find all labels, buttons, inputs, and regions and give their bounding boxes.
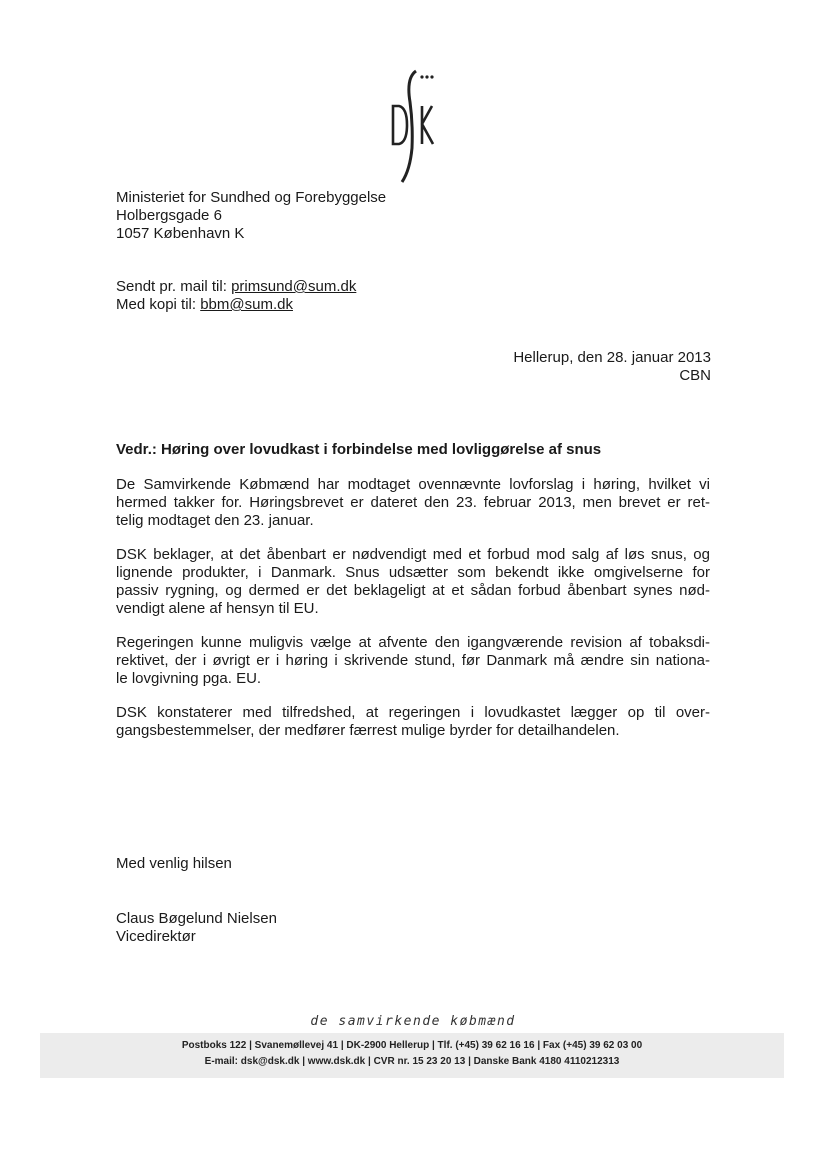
cc-email-link[interactable]: bbm@sum.dk: [200, 296, 293, 313]
footer-line: Postboks 122 | Svanemøllevej 41 | DK-2900 Hellerup | Tlf. (+45) 39 62 16 16 | Fax (+45) 39 62 03 00: [181, 1040, 643, 1051]
body-line: telig modtaget den 23. januar.: [116, 512, 314, 529]
recipient-line: Ministeriet for Sundhed og Forebyggelse: [116, 189, 387, 206]
footer-brand: de samvirkende købmænd: [310, 1014, 516, 1029]
body-line: le lovgivning pga. EU.: [116, 670, 262, 687]
body-line: passiv rygning, og dermed er det beklageligt at et sådan forbud åbenbart synes nød-: [116, 582, 710, 599]
sent-to-label: Sendt pr. mail til:: [116, 278, 232, 295]
signer-name: Claus Bøgelund Nielsen: [116, 910, 277, 927]
closing-greeting: Med venlig hilsen: [116, 855, 232, 872]
signature-block: [116, 910, 277, 946]
recipient-address: [116, 189, 386, 243]
paragraph: [116, 546, 710, 618]
sent-to-email-link[interactable]: primsund@sum.dk: [231, 278, 357, 295]
body-line: DSK konstaterer med tilfredshed, at regeringen i lovudkastet lægger op til over-: [116, 704, 710, 721]
body-line: hermed takker for. Høringsbrevet er dateret den 23. februar 2013, men brevet er ret-: [116, 494, 710, 511]
cc-label: Med kopi til:: [116, 296, 201, 313]
body-line: vendigt alene af hensyn til EU.: [116, 600, 319, 617]
body-line: lignende produkter, i Danmark. Snus udsætter som bekendt ikke omgivelserne for: [116, 564, 710, 581]
paragraph: [116, 634, 710, 688]
date-block: [513, 349, 711, 385]
letter-body: [116, 476, 710, 756]
recipient-line: 1057 København K: [116, 225, 245, 242]
mail-info: [116, 278, 356, 314]
dsk-logo-icon: [384, 66, 444, 184]
recipient-line: Holbergsgade 6: [116, 207, 222, 224]
subject-line: Vedr.: Høring over lovudkast i forbindelse med lovliggørelse af snus: [116, 441, 602, 458]
footer-line: E-mail: dsk@dsk.dk | www.dsk.dk | CVR nr. 15 23 20 13 | Danske Bank 4180 4110212313: [204, 1056, 620, 1067]
cc-line: [116, 296, 356, 314]
footer-contact: [40, 1033, 784, 1078]
body-line: Regeringen kunne muligvis vælge at afvente den igangværende revision af tobaksdi-: [116, 634, 710, 651]
body-line: rektivet, der i øvrigt er i høring i skrivende stund, før Danmark må ændre sin nationa-: [116, 652, 710, 669]
date-line: Hellerup, den 28. januar 2013: [513, 349, 711, 366]
paragraph: [116, 476, 710, 530]
body-line: DSK beklager, at det åbenbart er nødvendigt med et forbud mod salg af løs snus, og: [116, 546, 710, 563]
body-line: De Samvirkende Købmænd har modtaget ovennævnte lovforslag i høring, hvilket vi: [116, 476, 710, 493]
body-line: gangsbestemmelser, der medfører færrest mulige byrder for detailhandelen.: [116, 722, 620, 739]
paragraph: [116, 704, 710, 740]
signer-title: Vicedirektør: [116, 928, 196, 945]
initials: CBN: [679, 367, 711, 384]
sent-to-line: [116, 278, 356, 296]
